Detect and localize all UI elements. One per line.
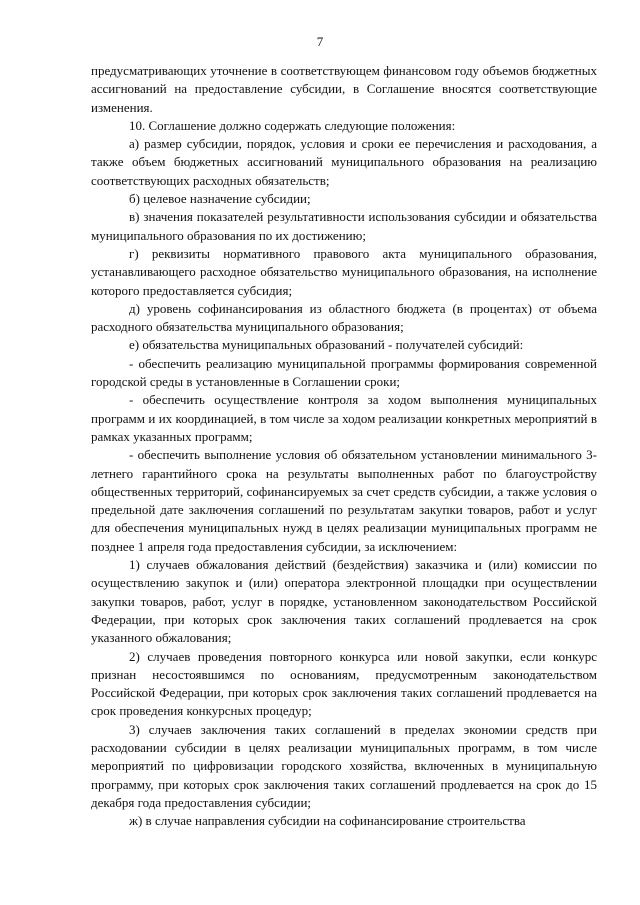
paragraph-subitem-v: в) значения показателей результативности использования субсидии и обязательства муниципального образования по их достижению; bbox=[91, 209, 597, 243]
page-number: 7 bbox=[316, 34, 324, 49]
paragraph-item-10: 10. Соглашение должно содержать следующие положения: bbox=[129, 117, 456, 133]
document-body bbox=[91, 62, 597, 830]
paragraph-exception-2: 2) случаев проведения повторного конкурса или новой закупки, если конкурс признан несостоявшимся по основаниям, предусмотренным законодательством Российской Федерации, при которых срок заключения таких соглашений продлевается на срок проведения конкурсных процедур; bbox=[91, 648, 597, 719]
paragraph-obligation-1: - обеспечить реализацию муниципальной программы формирования современной городской среды в установленные в Соглашении сроки; bbox=[91, 355, 597, 390]
paragraph-exception-3: 3) случаев заключения таких соглашений в пределах экономии средств при расходовании субсидии в целях реализации муниципальных программ, в том числе мероприятий по цифровизации городского хозяйства, включенных в муниципальную программу, при которых срок заключения таких соглашений продлевается на срок до 15 декабря года предоставления субсидии; bbox=[91, 721, 597, 810]
paragraph-obligation-2: - обеспечить осуществление контроля за ходом выполнения муниципальных программ и их координацией, в том числе за ходом реализации конкретных мероприятий в рамках указанных программ; bbox=[91, 392, 597, 444]
paragraph-subitem-a: а) размер субсидии, порядок, условия и сроки ее перечисления и расходования, а также объем бюджетных ассигнований муниципального образования на реализацию соответствующих расходных обязательств; bbox=[91, 136, 597, 188]
paragraph-exception-1: 1) случаев обжалования действий (бездействия) заказчика и (или) комиссии по осуществлению закупок и (или) оператора электронной площадки при осуществлении закупки товаров, работ, услуг в порядке, установленном законодательством Российской Федерации, при которых срок заключения таких соглашений продлевается на срок указанного обжалования; bbox=[91, 557, 597, 646]
paragraph-obligation-3: - обеспечить выполнение условия об обязательном установлении минимального 3-летнего гарантийного срока на результаты выполненных работ по благоустройству общественных территорий, софинансируемых за счет средств субсидии, а также условия о предельной дате заключения соглашений по результатам закупки товаров, работ и услуг для обеспечения муниципальных нужд в целях реализации муниципальных программ не позднее 1 апреля года предоставления субсидии, за исключением: bbox=[91, 447, 597, 554]
paragraph-subitem-d: д) уровень софинансирования из областного бюджета (в процентах) от объема расходного обязательства муниципального образования; bbox=[91, 300, 597, 335]
paragraph-subitem-b: б) целевое назначение субсидии; bbox=[129, 191, 311, 207]
paragraph-subitem-e: е) обязательства муниципальных образований - получателей субсидий: bbox=[129, 337, 524, 353]
paragraph-subitem-zh: ж) в случае направления субсидии на софинансирование строительства bbox=[129, 813, 526, 829]
paragraph-subitem-g: г) реквизиты нормативного правового акта муниципального образования, устанавливающего расходное обязательство муниципального образования, на исполнение которого предоставляется субсидия; bbox=[91, 245, 597, 298]
paragraph-continuation: предусматривающих уточнение в соответствующем финансовом году объемов бюджетных ассигнований на предоставление субсидии, в Соглашение вносятся соответствующие изменения. bbox=[91, 63, 597, 115]
